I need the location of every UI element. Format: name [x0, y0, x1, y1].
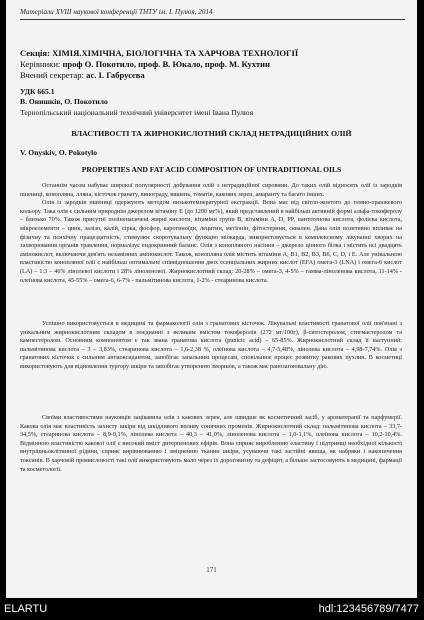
- authors-ua: В. Онишків, О. Покотило: [20, 97, 108, 106]
- secretary-line: [20, 70, 400, 81]
- repository-handle: hdl:123456789/7477: [318, 603, 419, 615]
- paragraph: Успішно використовується в медицині та фармакології олія з гранатових кісточок. Лікувальні властивості гранатової олії пов'язані з унікальним жирнокислотним складом в поєднанні з великим вмістом токоферолів (272 мг/100г), β-ситостеролом, стигмастеролом та кампестеролом. Основним компонентом є так звана гранатова кислота (punicic acid) – 65-85%. Жирнокислотний склад її наступний: пальмітинова кислота – 3 – 3,83%, стеаринова кислота – 1,6-2,38 %, олеїнова кислота – 4,7-5,48%, лінолева кислота – 4,98-7,74%. Олія з гранатових кісточок є сильним антиоксидантом, запобігає запальним процесам, сповільнює процес розвитку ракових пухлин. В косметиці використовують для відновлення тургору шкіри та запобігає утворенню зморшок, а також має ранозагоювальну дію.: [20, 320, 402, 370]
- body-text-block-2: [20, 320, 402, 372]
- secretary-label: Вчений секретар:: [20, 70, 84, 80]
- section-info: [20, 48, 400, 81]
- document-page: [6, 0, 417, 598]
- udc-code: УДК 665.1: [20, 87, 55, 96]
- conference-header: Матеріали XVIII наукової конференції ТНТУ ім. І. Пулюя, 2014: [20, 8, 213, 16]
- leaders-line: [20, 59, 400, 70]
- repository-name: ELARTU: [4, 603, 48, 615]
- paragraph: Останнім часом набуває широкої популярності добування олій з нетрадиційної сировини. До таких олій відносять олії із зародків пшениці, конопляна, лляна, кісточок гранату, винограду, вишень, томатів, какових зерен, амаранту та багато інших.: [20, 182, 402, 198]
- body-text-block-1: [20, 182, 402, 285]
- page-number: 171: [206, 566, 217, 574]
- leaders-names: проф О. Покотило, проф. В. Юкало, проф. М. Кухтин: [62, 59, 270, 69]
- secretary-name: ас. І. Габрусєва: [86, 70, 145, 80]
- section-name: ХІМІЯ.ХІМІЧНА, БІОЛОГІЧНА ТА ХАРЧОВА ТЕХНОЛОГІЇ: [52, 48, 299, 58]
- header-divider: [20, 19, 405, 20]
- section-label: Секція:: [20, 48, 50, 58]
- authors-en: V. Onyskiv, O. Pokotylo: [20, 148, 98, 157]
- paragraph: Своїми властивостями науковців зацікавила олія з какових зерен, але швидше як косметичний засіб, у ароматерапії та парфумерії. Какова олія має властивість захисту шкіри від шкідливого впливу сонячних променів. Жирнокислотний склад: пальмітинова кислота – 33,7-34,5%, стеаринова кислота – 8,9-9,1%, лінолева кислота – 40,3 – 41,0%, ліноленова кислота – 1,0-1,1%, олеїнова кислота – 10,2-10,4%. Відмінною властивістю какової олії є високий вміст дитерпенових ефірів. Вона сприяє виробленню еластину і підтримці необхідної кількості внутрішньоклітинної рідини, сприяє вирівнюванню і зміцненню тканин шкіри, усуваючи такі застійні явища, як набряки і накопичення токсинів. В харчовій промисловості такі олії використовують мало через їх дороговизну та дефіцит, а більше застосовують в медицині, фармації та косметології.: [20, 414, 402, 473]
- leaders-label: Керівники:: [20, 59, 61, 69]
- article-title-ua: ВЛАСТИВОСТІ ТА ЖИРНОКИСЛОТНИЙ СКЛАД НЕТРАДИЦІЙНИХ ОЛІЙ: [71, 129, 352, 138]
- paragraph: Олія із зародків пшениці одержують методом низькотемпературної екстракції. Вона має від світло-жовтого до темно-оранжевого кольору. Така олія є сильним природнім джерелом вітаміну Е (до 1200 мг%), який представлений в найбільш активній формі альфа-токоферолу – близько 70%. Також присутні поліненасичені жирні кислоти, вітаміни групи В, вітаміни А, D, PP, пантотенова кислота, фолієва кислота, мікроелементи – цинк, залізо, калій, сірка, фосфор, каротиноїди, лецитин, метіонін, фітостерини, сквален. Дана олія позитивно впливає на фізичну та психічну працездатність, стимулює скоротувальну функцію міокарда, використовується в комплексному лікуванні хворих на захворювання органів травлення, нормалізує ендокринний баланс. Олія з конопляного насіння – джерело цінного білка і містить всі двадцять амінокислот, включаючи дев'ять незамінних амінокислот. Також, конопляна олія містить вітаміни A, B1, B2, B3, B6, C, D, і E. Але унікальною властивістю конопляної олії є найбільш оптимальне співвідношення двох есенціальних жирних кислот (EFA) омега-3 (LNA) і омега-6 кислот (LA) – 1:3 – 46% лінолевої кислоти і 28% ліноленової. Жирнокислотний склад: 20-28% – омега-3, 4-5% – гамма-ліноленова кислота, 11-14% - олеїнова кислота, 45-55% – омега-6, 6-7% - пальмітинова кислота, 1-2% - стеаринова кислота.: [20, 199, 402, 284]
- body-text-block-3: [20, 414, 402, 474]
- article-title-en: PROPERTIES AND FAT ACID COMPOSITION OF UNTRADITIONAL OILS: [81, 165, 342, 174]
- section-line: [20, 48, 400, 59]
- affiliation: Тернопільський національний технічний університет імені Івана Пулюя: [20, 108, 254, 117]
